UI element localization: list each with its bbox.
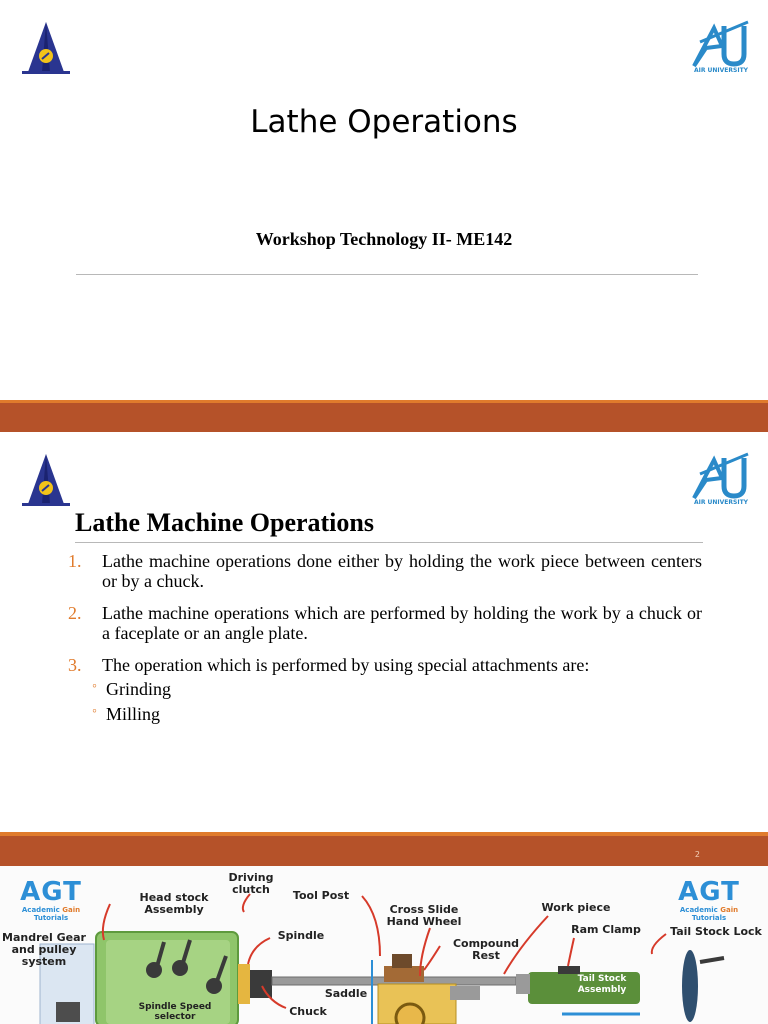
label-saddle: Saddle — [324, 987, 368, 1000]
slide-separator-band — [0, 836, 768, 866]
attachment-sublist — [92, 679, 702, 724]
cross-slide — [450, 986, 480, 1000]
slide-title: Lathe Operations — [250, 104, 518, 140]
university-logo-left — [18, 20, 74, 82]
operations-slide — [0, 432, 768, 836]
course-subtitle: Workshop Technology II- ME142 — [255, 229, 513, 249]
lathe-diagram-slide — [0, 866, 768, 1024]
label-tail-stock-lock: Tail Stock Lock — [670, 925, 762, 938]
agt-tagline-c: Tutorials — [691, 914, 727, 922]
band-accent — [0, 832, 768, 836]
label-spindle: Spindle — [277, 929, 325, 942]
agt-tagline-a: Academic — [679, 906, 721, 914]
bullet-icon: ◦ — [92, 679, 97, 694]
label-mandrel: Mandrel Gear and pulley system — [2, 931, 86, 968]
lathe-diagram — [0, 866, 768, 1024]
divider-line — [76, 274, 698, 275]
label-compound-rest: Compound Rest — [452, 937, 520, 962]
label-ram-clamp: Ram Clamp — [571, 923, 641, 936]
list-item — [68, 655, 702, 724]
slide-heading: Lathe Machine Operations — [75, 508, 374, 537]
label-tail-stock-assembly: Tail Stock Assembly — [577, 974, 627, 995]
spindle-flange — [238, 964, 250, 1004]
agt-tagline-b: Gain — [720, 906, 739, 914]
agt-tagline-c: Tutorials — [33, 914, 69, 922]
sub-list-item — [92, 679, 702, 699]
heading-divider — [75, 542, 703, 543]
label-cross-slide: Cross Slide Hand Wheel — [386, 903, 462, 928]
label-chuck: Chuck — [289, 1005, 327, 1018]
list-number: 3. — [68, 655, 82, 675]
air-university-logo-right — [688, 18, 754, 78]
bullet-icon: ◦ — [92, 704, 97, 719]
sub-list-item-text: Milling — [106, 704, 161, 724]
tail-stock-quill — [516, 974, 530, 994]
agt-logo-right — [662, 878, 756, 922]
sub-list-item — [92, 704, 702, 724]
agt-tagline-a: Academic — [21, 906, 63, 914]
slide-separator-band — [0, 400, 768, 432]
tool-post — [392, 954, 412, 968]
label-driving-clutch: Driving clutch — [228, 871, 274, 896]
tail-stock-hand-wheel — [682, 950, 698, 1022]
speed-knob-1 — [146, 962, 162, 978]
pointer-clutch — [243, 894, 250, 912]
air-university-logo-text: AIR UNIVERSITY — [693, 67, 749, 74]
cross-slide-wheel — [396, 1004, 424, 1024]
title-slide — [0, 0, 768, 400]
list-item-text: Lathe machine operations done either by holding the work piece between centers or by a chuck. — [102, 551, 702, 591]
band-accent — [0, 400, 768, 403]
tail-stock-lock-lever — [700, 958, 724, 962]
sub-list-item-text: Grinding — [106, 679, 171, 699]
operations-list — [68, 551, 702, 736]
agt-logo-left — [4, 878, 98, 922]
label-tool-post: Tool Post — [292, 889, 350, 902]
pointer-tool-post — [362, 896, 380, 956]
list-item — [68, 551, 702, 591]
chuck — [250, 970, 272, 998]
speed-knob-2 — [172, 960, 188, 976]
clutch-knob — [206, 978, 222, 994]
list-item — [68, 603, 702, 643]
label-headstock: Head stock Assembly — [139, 891, 209, 916]
agt-brand: AGT — [678, 877, 740, 907]
ram-clamp — [558, 966, 580, 974]
compound-rest — [384, 966, 424, 982]
air-university-logo-right — [688, 450, 754, 510]
agt-tagline-b: Gain — [62, 906, 81, 914]
mandrel-gear — [56, 1002, 80, 1022]
label-spindle-speed: Spindle Speed selector — [138, 1002, 212, 1022]
list-item-text: Lathe machine operations which are performed by holding the work by a chuck or a faceplate or an angle plate. — [102, 603, 702, 643]
agt-brand: AGT — [20, 877, 82, 907]
page-number: 2 — [694, 850, 700, 859]
list-number: 1. — [68, 551, 82, 571]
list-item-text: The operation which is performed by using special attachments are: — [102, 655, 590, 675]
pointer-spindle — [248, 938, 270, 964]
list-number: 2. — [68, 603, 82, 623]
university-logo-left — [18, 452, 74, 514]
air-university-logo-text: AIR UNIVERSITY — [693, 499, 749, 506]
pointer-ram-clamp — [568, 938, 574, 966]
label-work-piece: Work piece — [541, 901, 611, 914]
